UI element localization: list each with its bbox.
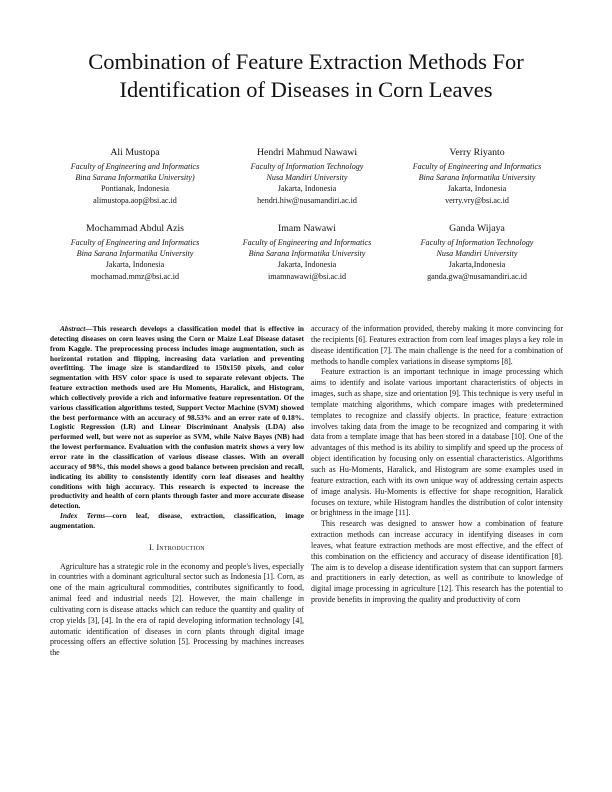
author-location: Jakarta,Indonesia [448,260,506,270]
author-affiliation: Faculty of Engineering and Informatics [242,238,372,247]
author-location: Jakarta, Indonesia [277,184,337,194]
author-block [45,147,225,206]
author-name: Ganda Wijaya [449,223,505,234]
author-email: hendri.hiw@nusamandiri.ac.id [257,195,357,205]
left-column [50,324,304,659]
author-affiliation: Faculty of Information Technology [420,238,534,247]
author-block [45,223,225,282]
index-terms [50,511,304,531]
author-location: Pontianak, Indonesia [101,184,169,194]
author-name: Imam Nawawi [278,223,336,234]
author-name: Hendri Mahmud Nawawi [256,147,358,158]
author-block [217,223,397,282]
author-affiliation: Faculty of Engineering and Informatics [412,162,542,171]
author-institution: Bina Sarana Informatika University [248,249,366,259]
author-location: Jakarta, Indonesia [447,184,507,194]
author-block [387,147,567,206]
author-institution: Bina Sarana Informatika University) [75,173,195,183]
abstract-label: Abstract [60,324,86,333]
author-block [387,223,567,282]
section-heading [50,543,304,554]
author-affiliation: Faculty of Information Technology [250,162,364,171]
abstract [50,324,304,511]
title-line-1: Combination of Feature Extraction Methods For [88,49,524,74]
author-block [217,147,397,206]
body-paragraph: Feature extraction is an important technique in image processing which aims to identify and isolate various important characteristics of objects in images, such as shape, size and orientation [9]. This technique is very useful in template matching algorithms, which compare images with predetermined templates to recognize and classify objects. In practice, feature extraction involves taking data from the image to be recognized and comparing it with data from a template image that has been stored in a database [10]. One of the advantages of this method is its ability to simplify and speed up the process of object identification by focusing only on essential characteristics. Algorithms such as Hu-Moments, Haralick, and Histogram are some examples used in feature extraction, each with its own unique way of addressing certain aspects of image analysis. Hu-Moments is effective for shape recognition, Haralick focuses on texture, while Histogram handles the distribution of color intensity or brightness in the image [11]. [311,367,563,518]
author-institution: Nusa Mandiri University [436,249,518,259]
title-line-2: Identification of Diseases in Corn Leaves [119,77,493,102]
author-institution: Nusa Mandiri University [266,173,348,183]
intro-paragraph: Agriculture has a strategic role in the economy and people's lives, especially in countries with a dominant agricultural sector such as Indonesia [1]. Corn, as one of the main agricultural commodities, contributes significantly to food, animal feed and industrial needs [2]. However, the main challenge in cultivating corn is disease attacks which can reduce the quantity and quality of crop yields [3], [4]. In the era of rapid developing information technology [4], automatic identification of diseases in corn plants through digital image processing offers an effective solution [5]. Processing by machines increases the [50,561,304,658]
author-name: Mochammad Abdul Azis [86,223,184,234]
author-institution: Bina Sarana Informatika University [76,249,194,259]
author-institution: Bina Sarana Informatika University [418,173,536,183]
author-email: ganda.gwa@nusamandiri.ac.id [427,271,527,281]
author-email: mochamad.mmz@bsi.ac.id [90,271,180,281]
author-email: imamnawawi@bsi.ac.id [267,271,347,281]
index-terms-text: —corn leaf, disease, extraction, classification, image augmentation. [50,511,304,530]
abstract-text: —This research develops a classification model that is effective in detecting diseases on corn leaves using the Corn or Maize Leaf Disease dataset from Kaggle. The preprocessing process includes image augmentation, such as horizontal rotation and flipping, increasing data variation and preventing overfitting. The image size is standardized to 150x150 pixels, and color segmentation with HSV color space is used to separate relevant objects. The feature extraction methods used are Hu Moments, Haralick, and Histogram, which collectively provide a rich and informative feature representation. Of the various classification algorithms tested, Support Vector Machine (SVM) showed the best performance with an accuracy of 98.53% and an error rate of 0.18%. Logistic Regression (LR) and Linear Discriminant Analysis (LDA) also performed well, but were not as superior as SVM, while Naive Bayes (NB) had the lowest performance. Evaluation with the confusion matrix shows a very low error rate in the classification of various disease classes. With an overall accuracy of 98%, this model shows a good balance between precision and recall, indicating its ability to consistently identify corn leaf diseases and healthy conditions with high accuracy. This research is expected to increase the productivity and health of corn plants through faster and more accurate disease detection. [50,324,304,511]
body-paragraph: accuracy of the information provided, thereby making it more convincing for the recipients [6]. Features extraction from corn leaf images plays a key role in disease identification [7]. The main challenge is the need for a combination of methods to handle complex variations in disease symptoms [8]. [311,324,563,366]
author-email: alimustopa.aop@bsi.ac.id [93,195,177,205]
author-name: Verry Riyanto [449,147,505,158]
author-affiliation: Faculty of Engineering and Informatics [70,238,200,247]
author-affiliation: Faculty of Engineering and Informatics [70,162,200,171]
section-number: I. [149,542,155,552]
right-column [311,324,563,606]
section-title: Introduction [156,542,205,552]
author-name: Ali Mustopa [110,147,160,158]
author-location: Jakarta, Indonesia [105,260,165,270]
paper-title [40,48,572,104]
author-location: Jakarta, Indonesia [277,260,337,270]
author-email: verry.vry@bsi.ac.id [445,195,509,205]
index-terms-label: Index Terms [60,511,106,521]
body-paragraph: This research was designed to answer how a combination of feature extraction methods can increase accuracy in identifying diseases in corn leaves, what feature extraction methods are most effective, and the effect of this combination on the efficiency and accuracy of disease identification [8]. The aim is to develop a disease identification system that can support farmers and practitioners in early detection, as well as contribute to knowledge of digital image processing in agriculture [12]. This research has the potential to provide benefits in improving the quality and productivity of corn [311,519,563,605]
